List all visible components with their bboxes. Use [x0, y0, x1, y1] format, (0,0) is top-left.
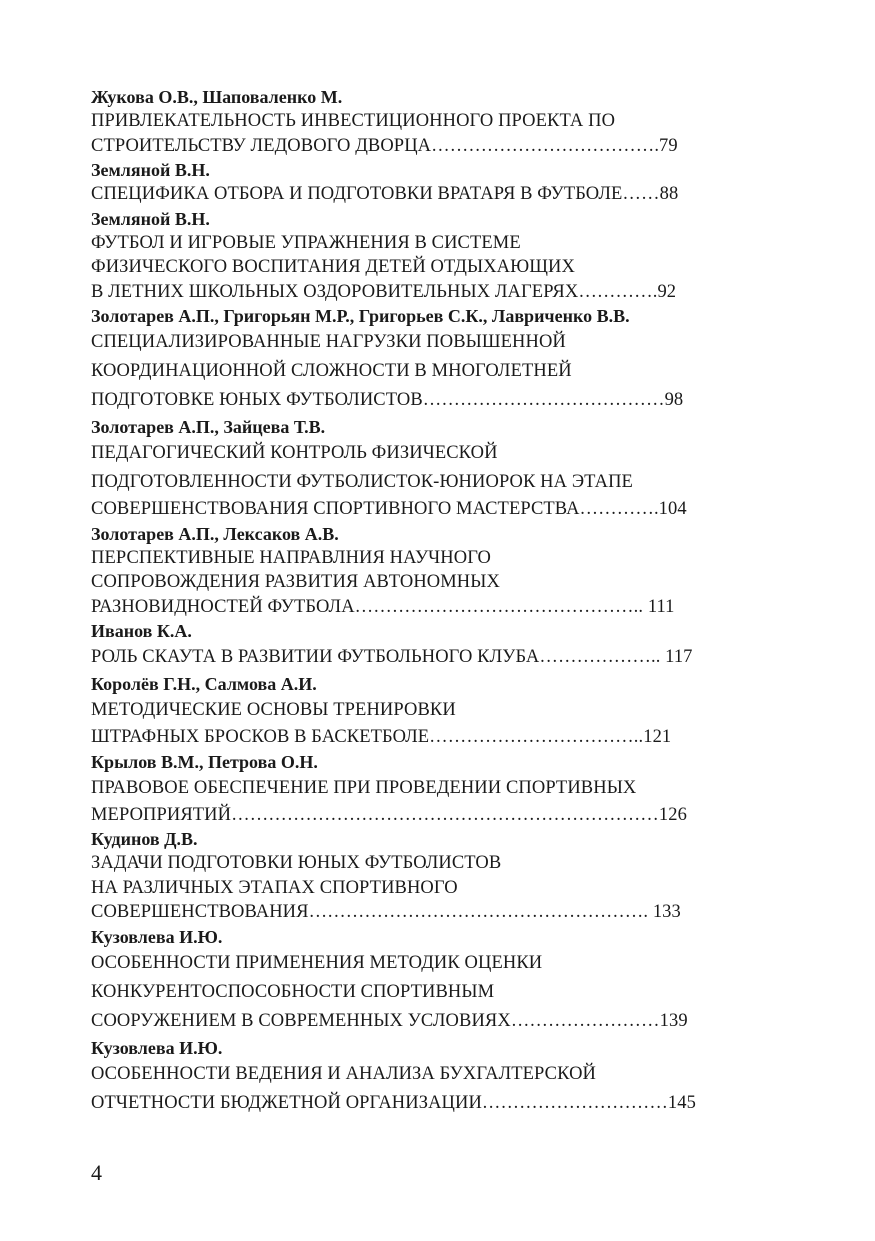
toc-entry: [91, 1036, 771, 1118]
toc-entry: [91, 207, 771, 305]
entry-authors: Кузовлева И.Ю.: [91, 1037, 223, 1058]
entry-title-line: НА РАЗЛИЧНЫХ ЭТАПАХ СПОРТИВНОГО: [91, 877, 458, 898]
entry-authors: Крылов В.М., Петрова О.Н.: [91, 751, 318, 772]
entry-title-line: КОНКУРЕНТОСПОСОБНОСТИ СПОРТИВНЫМ: [91, 981, 495, 1002]
entry-title-line: ПОДГОТОВЛЕННОСТИ ФУТБОЛИСТОК-ЮНИОРОК НА ЭТАПЕ: [91, 472, 633, 492]
entry-title-line: СОПРОВОЖДЕНИЯ РАЗВИТИЯ АВТОНОМНЫХ: [91, 572, 500, 592]
toc-entry: [91, 750, 771, 828]
entry-title-line: СОВЕРШЕНСТВОВАНИЯ СПОРТИВНОГО МАСТЕРСТВА………….104: [91, 499, 687, 519]
entry-authors: Кузовлева И.Ю.: [91, 926, 223, 947]
entry-title-line: ОТЧЕТНОСТИ БЮДЖЕТНОЙ ОРГАНИЗАЦИИ…………………………145: [91, 1092, 696, 1113]
entry-authors: Золотарев А.П., Лексаков А.В.: [91, 523, 339, 544]
entry-title-line: МЕРОПРИЯТИЙ……………………………………………………………126: [91, 804, 687, 825]
entry-authors: Иванов К.А.: [91, 621, 192, 641]
entry-title-line: СТРОИТЕЛЬСТВУ ЛЕДОВОГО ДВОРЦА……………………………….79: [91, 135, 678, 156]
entry-title-line: ШТРАФНЫХ БРОСКОВ В БАСКЕТБОЛЕ……………………………..121: [91, 727, 672, 747]
page-number: 4: [91, 1160, 102, 1185]
entry-title-line: РОЛЬ СКАУТА В РАЗВИТИИ ФУТБОЛЬНОГО КЛУБА……………….. 117: [91, 647, 693, 667]
entry-authors: Земляной В.Н.: [91, 160, 210, 180]
entry-title-line: ОСОБЕННОСТИ ПРИМЕНЕНИЯ МЕТОДИК ОЦЕНКИ: [91, 952, 543, 973]
table-of-contents: [91, 85, 771, 1118]
entry-authors: Золотарев А.П., Зайцева Т.В.: [91, 417, 326, 437]
entry-title-line: ПЕДАГОГИЧЕСКИЙ КОНТРОЛЬ ФИЗИЧЕСКОЙ: [91, 443, 498, 463]
entry-title-line: ПОДГОТОВКЕ ЮНЫХ ФУТБОЛИСТОВ…………………………………98: [91, 390, 684, 410]
entry-title-line: СПЕЦИАЛИЗИРОВАННЫЕ НАГРУЗКИ ПОВЫШЕННОЙ: [91, 332, 566, 352]
entry-authors: Золотарев А.П., Григорьян М.Р., Григорьев С.К., Лавриченко В.В.: [91, 306, 630, 326]
toc-entry: [91, 85, 771, 158]
entry-title-line: ЗАДАЧИ ПОДГОТОВКИ ЮНЫХ ФУТБОЛИСТОВ: [91, 853, 502, 873]
toc-entry: [91, 925, 771, 1036]
entry-title-line: МЕТОДИЧЕСКИЕ ОСНОВЫ ТРЕНИРОВКИ: [91, 700, 456, 720]
entry-authors: Кудинов Д.В.: [91, 829, 198, 849]
toc-entry: [91, 415, 771, 522]
entry-authors: Жукова О.В., Шаповаленко М.: [91, 87, 343, 107]
entry-title-line: СООРУЖЕНИЕМ В СОВРЕМЕННЫХ УСЛОВИЯХ……………………139: [91, 1010, 688, 1031]
entry-title-line: СПЕЦИФИКА ОТБОРА И ПОДГОТОВКИ ВРАТАРЯ В ФУТБОЛЕ……88: [91, 184, 679, 204]
entry-title-line: ПРИВЛЕКАТЕЛЬНОСТЬ ИНВЕСТИЦИОННОГО ПРОЕКТА ПО: [91, 111, 616, 131]
toc-entry: [91, 619, 771, 672]
entry-authors: Королёв Г.Н., Салмова А.И.: [91, 674, 317, 694]
toc-entry: [91, 522, 771, 620]
toc-entry: [91, 827, 771, 925]
entry-authors: Земляной В.Н.: [91, 208, 210, 229]
toc-entry: [91, 304, 771, 415]
entry-title-line: КООРДИНАЦИОННОЙ СЛОЖНОСТИ В МНОГОЛЕТНЕЙ: [91, 361, 572, 381]
entry-title-line: ФУТБОЛ И ИГРОВЫЕ УПРАЖНЕНИЯ В СИСТЕМЕ: [91, 232, 521, 253]
entry-title-line: СОВЕРШЕНСТВОВАНИЯ………………………………………………. 133: [91, 902, 681, 922]
entry-title-line: В ЛЕТНИХ ШКОЛЬНЫХ ОЗДОРОВИТЕЛЬНЫХ ЛАГЕРЯХ………….92: [91, 281, 677, 302]
entry-title-line: ПЕРСПЕКТИВНЫЕ НАПРАВЛНИЯ НАУЧНОГО: [91, 547, 491, 568]
entry-title-line: ФИЗИЧЕСКОГО ВОСПИТАНИЯ ДЕТЕЙ ОТДЫХАЮЩИХ: [91, 257, 575, 277]
entry-title-line: ПРАВОВОЕ ОБЕСПЕЧЕНИЕ ПРИ ПРОВЕДЕНИИ СПОРТИВНЫХ: [91, 777, 637, 798]
toc-entry: [91, 158, 771, 207]
entry-title-line: РАЗНОВИДНОСТЕЙ ФУТБОЛА……………………………………….. 111: [91, 596, 675, 617]
entry-title-line: ОСОБЕННОСТИ ВЕДЕНИЯ И АНАЛИЗА БУХГАЛТЕРСКОЙ: [91, 1063, 596, 1084]
toc-entry: [91, 672, 771, 750]
